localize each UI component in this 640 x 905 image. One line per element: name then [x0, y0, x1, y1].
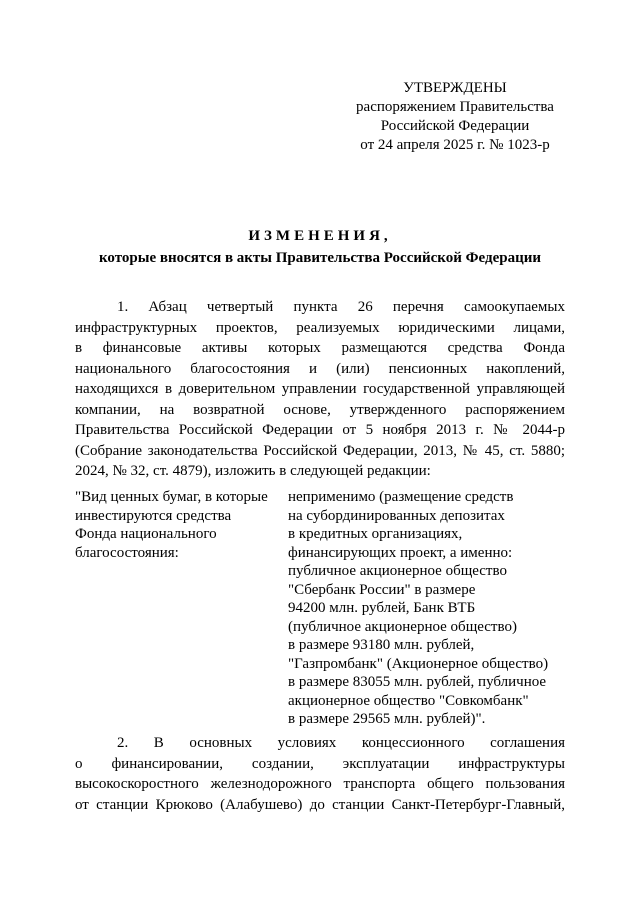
- quote-right-line: акционерное общество "Совкомбанк": [288, 692, 529, 709]
- quote-right-line: на субординированных депозитах: [288, 507, 505, 524]
- quote-right-line: финансирующих проект, а именно:: [288, 544, 513, 561]
- quote-left-line: "Вид ценных бумаг, в которые: [75, 489, 268, 505]
- paragraph-line: 2024, № 32, ст. 4879), изложить в следующей редакции:: [75, 463, 431, 479]
- quote-right-line: (публичное акционерное общество): [288, 618, 517, 635]
- paragraph-line: инфраструктурных проектов, реализуемых юридическими лицами,: [75, 319, 565, 336]
- approval-date-line: от 24 апреля 2025 г. № 1023-р: [360, 137, 550, 153]
- paragraph-line: компании, на возвратной основе, утвержденного распоряжением: [75, 401, 565, 418]
- approval-heading: УТВЕРЖДЕНЫ: [403, 80, 507, 96]
- quote-right-line: "Сбербанк России" в размере: [288, 581, 476, 598]
- paragraph-line: 1. Абзац четвертый пункта 26 перечня самоокупаемых: [117, 299, 565, 315]
- document-title: ИЗМЕНЕНИЯ,: [248, 228, 392, 244]
- quote-right-line: в размере 93180 млн. рублей,: [288, 637, 475, 653]
- quote-left-column: [75, 488, 285, 562]
- paragraph-line: (Собрание законодательства Российской Федерации, 2013, № 45, ст. 5880;: [75, 442, 565, 459]
- approval-line: Российской Федерации: [380, 118, 530, 134]
- quote-right-line: "Газпромбанк" (Акционерное общество): [288, 655, 549, 672]
- paragraph-1: [75, 297, 565, 482]
- quote-left-line: Фонда национального: [75, 526, 217, 542]
- paragraph-line: национального благосостояния и (или) пенсионных накоплений,: [75, 360, 565, 377]
- paragraph-line: от станции Крюково (Алабушево) до станции Санкт-Петербург-Главный,: [75, 796, 565, 813]
- quote-left-line: благосостояния:: [75, 544, 179, 561]
- quote-right-line: в размере 83055 млн. рублей, публичное: [288, 674, 547, 690]
- quote-left-line: инвестируются средства: [75, 507, 232, 524]
- paragraph-line: находящихся в доверительном управлении государственной управляющей: [75, 381, 565, 397]
- paragraph-line: высокоскоростного железнодорожного транспорта общего пользования: [75, 776, 565, 792]
- approval-line: распоряжением Правительства: [356, 99, 554, 115]
- paragraph-2: [75, 733, 565, 815]
- quote-right-line: в кредитных организациях,: [288, 526, 463, 542]
- quote-right-column: [288, 488, 568, 729]
- quote-right-line: публичное акционерное общество: [288, 563, 507, 579]
- paragraph-line: в финансовые активы которых размещаются средства Фонда: [75, 340, 565, 356]
- paragraph-line: о финансировании, создании, эксплуатации инфраструктуры: [75, 755, 565, 772]
- quote-right-line: неприменимо (размещение средств: [288, 489, 514, 505]
- paragraph-line: 2. В основных условиях концессионного соглашения: [117, 735, 565, 751]
- paragraph-line: Правительства Российской Федерации от 5 ноября 2013 г. № 2044-р: [75, 422, 565, 438]
- document-subtitle: которые вносятся в акты Правительства Российской Федерации: [98, 250, 542, 266]
- approval-block: [340, 79, 570, 155]
- quote-right-line: в размере 29565 млн. рублей)".: [288, 711, 486, 727]
- quote-right-line: 94200 млн. рублей, Банк ВТБ: [288, 600, 476, 616]
